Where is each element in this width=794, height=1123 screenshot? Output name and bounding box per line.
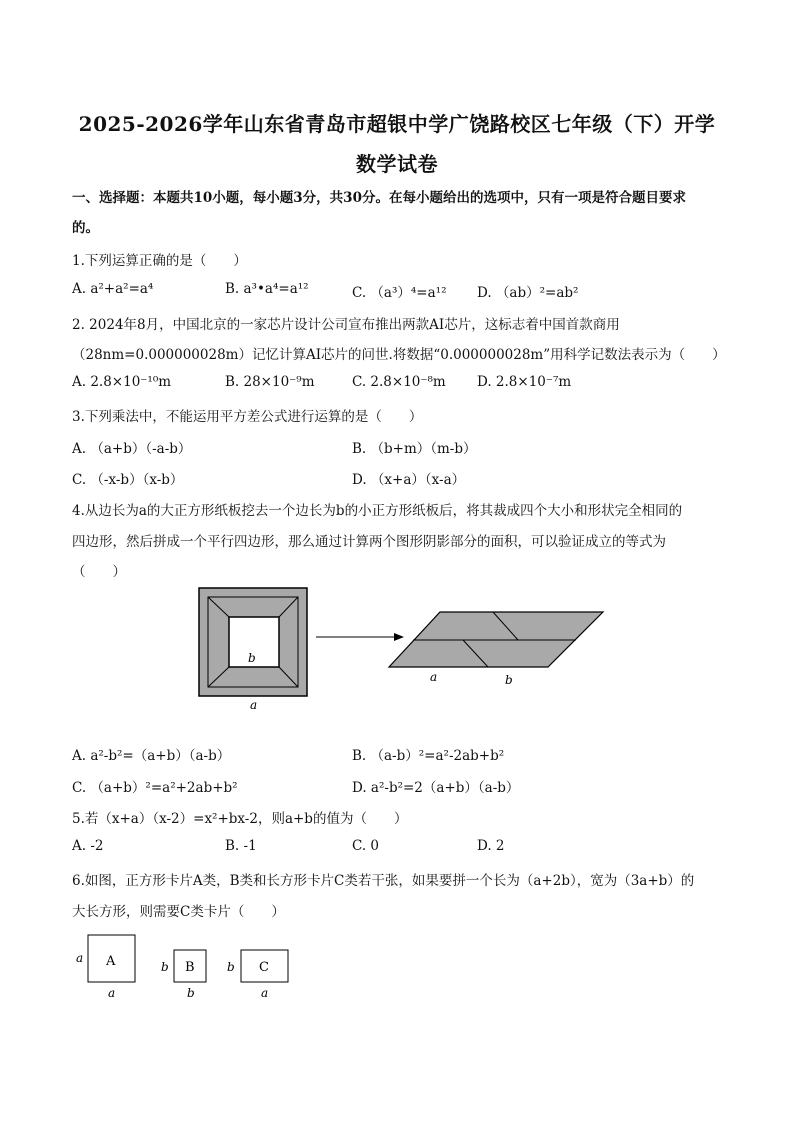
card-a-side: a [76,951,84,965]
card-c-name: C [259,960,269,975]
q4-option-b: B. （a-b）²=a²-2ab+b² [352,748,505,764]
paper-title-line1: 2025-2026学年山东省青岛市超银中学广饶路校区七年级（下）开学 [78,112,716,136]
q1-option-d: D. （ab）²=ab² [477,285,579,301]
card-b-name: B [185,960,195,975]
q2-option-c: C. 2.8×10⁻⁸m [352,374,446,390]
q1-option-c: C. （a³）⁴=a¹² [352,285,447,301]
q2-option-b: B. 28×10⁻⁹m [225,374,315,390]
q5-option-a: A. -2 [72,838,104,854]
q5-option-c: C. 0 [352,838,380,854]
q1-stem: 1.下列运算正确的是（ ） [72,253,247,269]
card-c-side: b [227,960,235,974]
card-b-side: b [161,960,169,974]
q5-stem: 5.若（x+a）（x-2）=x²+bx-2，则a+b的值为（ ） [72,811,408,827]
card-a-bottom: a [108,986,116,1000]
q5-option-b: B. -1 [225,838,257,854]
q2-option-a: A. 2.8×10⁻¹⁰m [72,374,172,390]
q4-stem-cont: 四边形，然后拼成一个平行四边形，那么通过计算两个图形阴影部分的面积，可以验证成立的等式为 [72,534,666,550]
q3-stem: 3.下列乘法中，不能运用平方差公式进行运算的是（ ） [72,409,423,425]
q6-stem: 6.如图，正方形卡片A类，B类和长方形卡片C类若干张，如果要拼一个长为（a+2b），宽为（3a+b）的 [72,873,695,889]
q3-option-b: B. （b+m）（m-b） [352,441,477,457]
q4-option-a: A. a²-b²=（a+b）（a-b） [72,748,231,764]
inner-side-label: b [248,651,256,665]
q6-stem-cont: 大长方形，则需要C类卡片（ ） [72,904,285,920]
card-b-bottom: b [187,986,195,1000]
outer-side-label: a [250,698,258,712]
q4-stem: 4.从边长为a的大正方形纸板挖去一个边长为b的小正方形纸板后，将其裁成四个大小和形状完全相同的 [72,503,683,519]
card-a-name: A [106,954,116,969]
q3-option-c: C. （-x-b）（x-b） [72,472,184,488]
section-header-cont: 的。 [72,220,99,236]
q4-stem-blank: （ ） [72,564,126,580]
q2-stem-cont: （28nm=0.000000028m）记忆计算AI芯片的问世.将数据“0.000000028m”用科学记数法表示为（ ） [72,347,726,363]
card-c-bottom: a [261,986,269,1000]
para-b-label: b [505,673,513,687]
paper-title-line2: 数学试卷 [356,152,438,176]
q4-option-d: D. a²-b²=2（a+b）（a-b） [352,780,520,796]
q3-option-a: A. （a+b）（-a-b） [72,441,192,457]
q1-option-b: B. a³•a⁴=a¹² [225,281,309,297]
q1-option-a: A. a²+a²=a⁴ [72,281,154,297]
q4-option-c: C. （a+b）²=a²+2ab+b² [72,780,238,796]
q2-option-d: D. 2.8×10⁻⁷m [477,374,572,390]
q3-option-d: D. （x+a）（x-a） [352,472,466,488]
section-header: 一、选择题：本题共10小题，每小题3分，共30分。在每小题给出的选项中，只有一项是符合题目要求 [72,190,686,206]
para-a-label: a [430,670,438,684]
q5-option-d: D. 2 [477,838,505,854]
q2-stem: 2. 2024年8月，中国北京的一家芯片设计公司宣布推出两款AI芯片，这标志着中国首款商用 [72,317,620,333]
